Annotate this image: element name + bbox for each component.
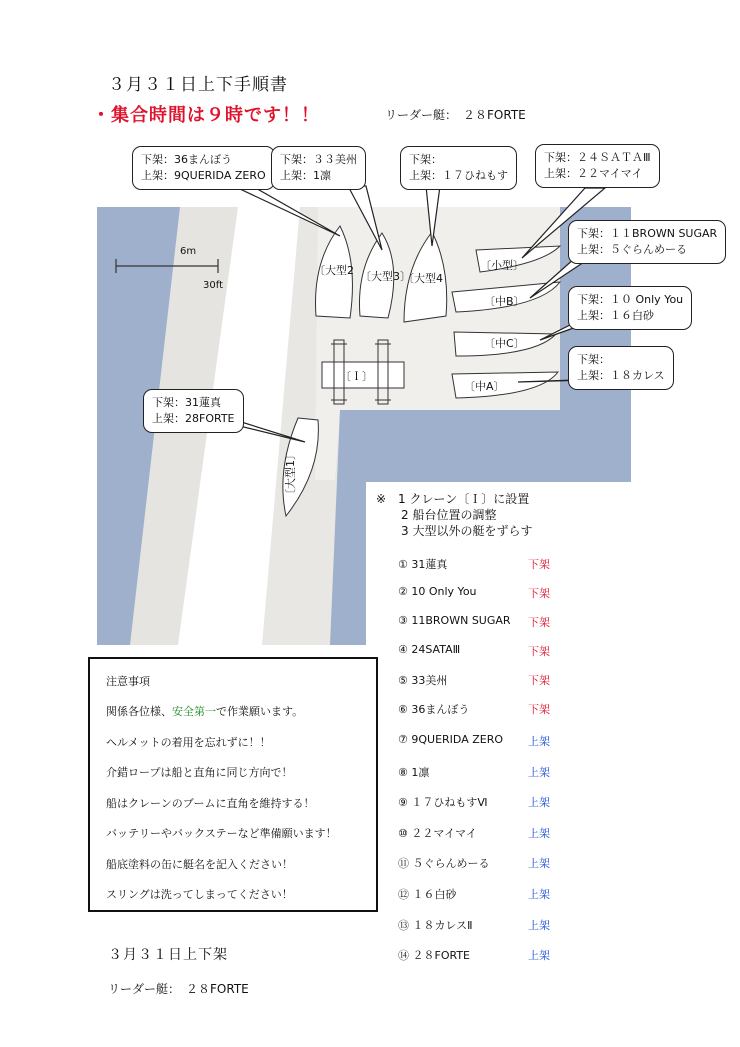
note-line-2: 2 船台位置の調整 [401, 508, 497, 522]
boat-name: ２８FORTE [412, 949, 470, 962]
action-label: 上架 [528, 949, 550, 962]
callout-up: 上架：１７ひねもす [409, 169, 508, 182]
boat-name: 31蓮真 [411, 558, 448, 571]
footer-leader: リーダー艇： ２８FORTE [108, 982, 249, 996]
action-label: 上架 [528, 857, 550, 870]
list-item: ⑬ １８カレスⅡ 上架 [398, 919, 550, 932]
callout-up: 上架：１８カレス [577, 369, 665, 382]
callout-up: 上架：１６白砂 [577, 309, 654, 322]
callout-oogata1 [143, 389, 244, 433]
list-item: ⑤ 33美州 下架 [398, 674, 550, 687]
action-label: 下架 [528, 616, 550, 629]
callout-down: 下架：２４ＳＡＴＡⅢ [544, 151, 651, 164]
boat-name: ２２マイマイ [411, 827, 477, 840]
boat-label-chuB: 〔中B〕 [484, 295, 525, 308]
list-item: ① 31蓮真 下架 [398, 558, 550, 571]
boat-name: １６白砂 [412, 888, 457, 901]
callout-down: 下架： [577, 353, 610, 366]
action-label: 下架 [528, 703, 550, 716]
callout-kogata [535, 144, 660, 188]
note-line-3: 3 大型以外の艇をずらす [401, 524, 533, 538]
boat-label-oogata4: 〔大型4 [403, 272, 443, 285]
boat-name: 24SATAⅢ [411, 643, 461, 656]
list-item: ⑥ 36まんぼう 下架 [398, 703, 550, 716]
boat-name: 36まんぼう [411, 703, 470, 716]
footer-title: ３月３１日上下架 [108, 947, 228, 963]
boat-label-chuA: 〔中A〕 [464, 380, 505, 393]
list-item: ⑭ ２８FORTE 上架 [398, 949, 550, 962]
caution-line-5: バッテリーやバックステーなど準備願います！ [106, 827, 337, 840]
scale-label-ft: 30ft [203, 280, 223, 291]
boat-name: 33美州 [411, 674, 448, 687]
list-item: ⑩ ２２マイマイ 上架 [398, 827, 550, 840]
callout-down: 下架： [409, 153, 442, 166]
list-item: ⑪ ５ぐらんめーる 上架 [398, 857, 550, 870]
boat-label-kogata: 〔小型〕 [480, 259, 524, 272]
boat-name: 9QUERIDA ZERO [411, 733, 504, 746]
list-item: ④ 24SATAⅢ 下架 [398, 643, 550, 658]
action-label: 下架 [528, 587, 550, 600]
boat-label-oogata3: 〔大型3〕 [360, 270, 411, 283]
note-line-1: ※ 1 クレーン〔Ｉ〕に設置 [376, 492, 530, 506]
leader-boat: リーダー艇： ２８FORTE [385, 108, 526, 122]
callout-oogata2 [132, 146, 275, 190]
boat-label-chuC: 〔中C〕 [484, 337, 525, 350]
list-item: ⑧ 1凛 上架 [398, 766, 550, 779]
action-label: 上架 [528, 766, 550, 779]
callout-down: 下架：１１BROWN SUGAR [577, 227, 718, 240]
boat-label-oogata2: 〔大型2 [314, 264, 354, 277]
callout-chuC [568, 286, 692, 330]
document-title: ３月３１日上下手順書 [108, 75, 288, 95]
callout-up: 上架：５ぐらんめーる [577, 243, 687, 256]
list-item: ⑫ １６白砂 上架 [398, 888, 550, 901]
boat-name: １８カレスⅡ [412, 919, 473, 932]
list-item: ⑨ １７ひねもすⅥ 上架 [398, 796, 550, 809]
boat-name: 11BROWN SUGAR [411, 614, 511, 627]
list-item: ③ 11BROWN SUGAR 下架 [398, 614, 550, 629]
action-label: 下架 [528, 558, 550, 571]
action-label: 下架 [528, 645, 550, 658]
boat-label-crane: 〔Ｉ〕 [340, 370, 373, 383]
action-label: 上架 [528, 919, 550, 932]
caution-line-3: 介錯ロープは船と直角に同じ方向で！ [106, 766, 293, 779]
callout-chuB [568, 220, 726, 264]
caution-line-7: スリングは洗ってしまってください！ [106, 888, 293, 901]
meeting-time-notice: ・集合時間は９時です！！ [92, 105, 320, 126]
callout-down: 下架：36まんぼう [141, 153, 232, 166]
boat-name: １７ひねもすⅥ [411, 796, 488, 809]
boat-name: 1凛 [411, 766, 430, 779]
caution-line-4: 船はクレーンのブームに直角を維持する！ [106, 797, 315, 810]
caution-title: 注意事項 [106, 675, 150, 688]
callout-down: 下架：31蓮真 [152, 396, 221, 409]
caution-box [88, 657, 378, 912]
callout-down: 下架：３３美州 [280, 153, 357, 166]
action-label: 下架 [528, 674, 550, 687]
callout-chuA [568, 346, 674, 390]
caution-line-2: ヘルメットの着用を忘れずに！！ [106, 736, 271, 749]
callout-up: 上架：1凛 [280, 169, 331, 182]
caution-line-1: 関係各位様、安全第一で作業願います。 [106, 705, 304, 718]
callout-up: 上架：9QUERIDA ZERO [141, 169, 266, 182]
list-item: ② 10 Only You 下架 [398, 585, 550, 600]
callout-down: 下架：１０ Only You [577, 293, 684, 306]
action-label: 上架 [528, 735, 550, 748]
boat-label-oogata1: 〔大型1〕 [284, 449, 297, 500]
callout-up: 上架：28FORTE [152, 412, 235, 425]
scale-label-m: 6m [180, 246, 197, 257]
action-label: 上架 [528, 796, 550, 809]
callout-oogata3 [271, 146, 366, 190]
list-item: ⑦ 9QUERIDA ZERO 上架 [398, 733, 550, 748]
action-label: 上架 [528, 827, 550, 840]
callout-up: 上架：２２マイマイ [544, 167, 643, 180]
boat-name: ５ぐらんめーる [412, 857, 490, 870]
procedure-notes [376, 491, 532, 539]
caution-line-6: 船底塗料の缶に艇名を記入ください！ [106, 858, 293, 871]
safety-first-emphasis: 安全第一 [172, 705, 216, 718]
callout-oogata4 [400, 146, 517, 190]
action-label: 上架 [528, 888, 550, 901]
boat-name: 10 Only You [411, 585, 477, 598]
